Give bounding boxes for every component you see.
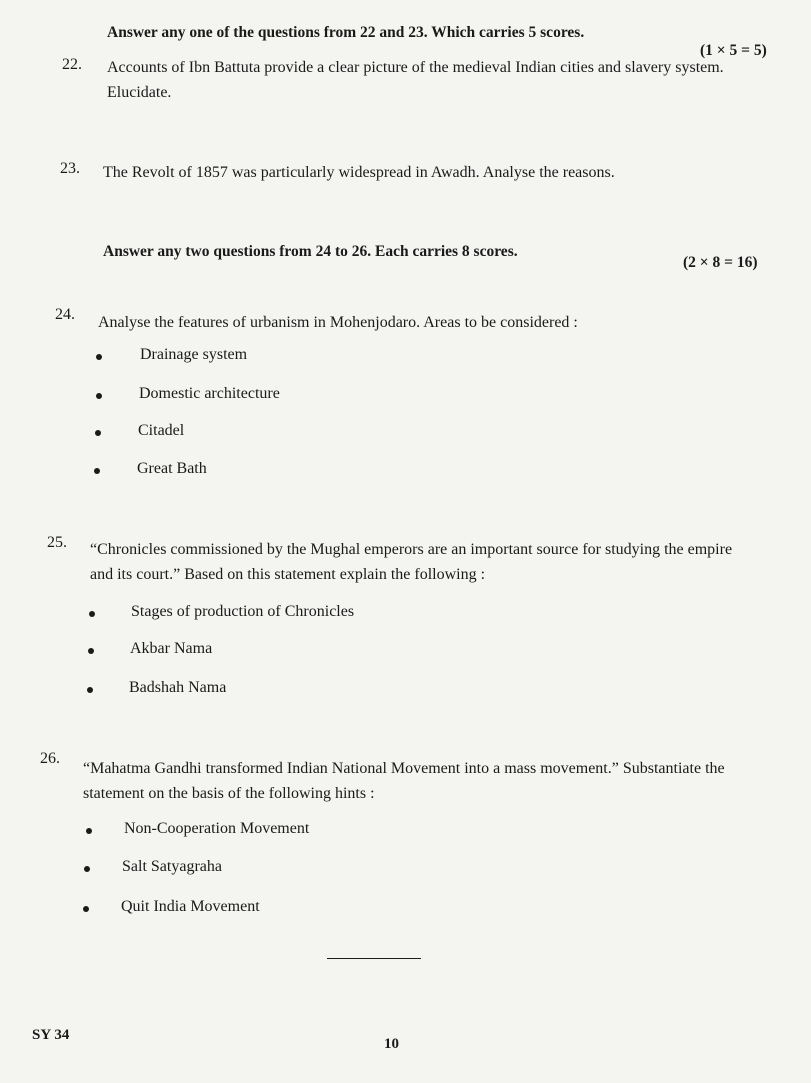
bullet-icon (95, 430, 101, 436)
question-text-23: The Revolt of 1857 was particularly widespread in Awadh. Analyse the reasons. (103, 164, 615, 181)
question-text-22: Accounts of Ibn Battuta provide a clear picture of the medieval Indian cities and slavery system. Elucidate. (107, 59, 724, 101)
question-text-25: “Chronicles commissioned by the Mughal emperors are an important source for studying the empire and its court.” Based on this statement explain the following : (90, 541, 733, 583)
section-instruction-a: Answer any one of the questions from 22 and 23. Which carries 5 scores. (107, 24, 585, 41)
question-number-26: 26. (40, 750, 60, 767)
question-number-24: 24. (55, 306, 75, 323)
bullet-icon (89, 611, 95, 617)
question-text-26: “Mahatma Gandhi transformed Indian National Movement into a mass movement.” Substantiate the statement on the basis of the following hints : (83, 760, 725, 802)
question-number-25: 25. (47, 534, 67, 551)
bullet-icon (86, 828, 92, 834)
end-of-questions-divider (327, 958, 421, 959)
question-number-23: 23. (60, 160, 80, 177)
bullet-icon (87, 687, 93, 693)
bullet-icon (94, 468, 100, 474)
page-number: 10 (384, 1036, 399, 1052)
section-marks-a: (1 × 5 = 5) (700, 42, 767, 59)
question-text-24: Analyse the features of urbanism in Mohenjodaro. Areas to be considered : (98, 314, 578, 331)
bullet-icon (83, 906, 89, 912)
bullet-icon (84, 866, 90, 872)
bullet-icon (96, 354, 102, 360)
question-number-22: 22. (62, 56, 82, 73)
bullet-icon (88, 648, 94, 654)
section-instruction-b: Answer any two questions from 24 to 26. Each carries 8 scores. (103, 243, 518, 260)
paper-code: SY 34 (32, 1027, 70, 1043)
section-marks-b: (2 × 8 = 16) (683, 254, 758, 271)
bullet-icon (96, 393, 102, 399)
